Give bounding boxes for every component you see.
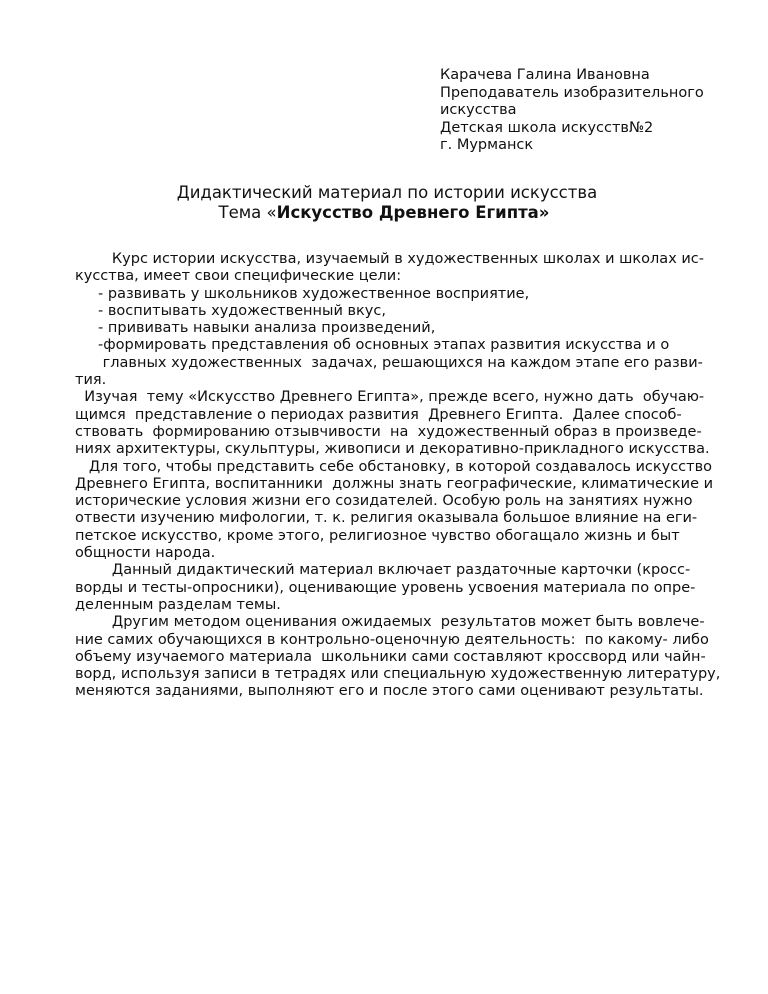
body-line: отвести изучению мифологии, т. к. религия оказывала большое влияние на еги- (75, 510, 698, 527)
body-line: Для того, чтобы представить себе обстановку, в которой создавалось искусство (75, 458, 713, 475)
body-line: исторические условия жизни его созидателей. Особую роль на занятиях нужно (75, 493, 693, 510)
body-line: щимся представление о периодах развития Древнего Египта. Далее способ- (75, 406, 682, 423)
document-body (75, 251, 721, 701)
body-line: Древнего Египта, воспитанники должны знать географические, климатические и (75, 475, 714, 492)
body-line: Курс истории искусства, изучаемый в художественных школах и школах ис- (75, 251, 705, 267)
body-line: общности народа. (75, 545, 216, 562)
title-line: Дидактический материал по истории искусства (176, 183, 598, 202)
body-line: петское искусство, кроме этого, религиозное чувство обогащало жизнь и быт (75, 527, 680, 544)
body-line: - воспитывать художественный вкус, (75, 302, 386, 319)
body-line: ниях архитектуры, скульптуры, живописи и декоративно-прикладного искусства. (75, 441, 710, 458)
author-school: Детская школа искусств№2 (440, 119, 654, 136)
body-line: меняются заданиями, выполняют его и после этого сами оценивают результаты. (75, 683, 704, 700)
author-city: г. Мурманск (440, 137, 534, 153)
body-line: кусства, имеет свои специфические цели: (75, 268, 402, 285)
body-line: ствовать формированию отзывчивости на художественный образ в произведе- (75, 423, 702, 440)
author-name: Карачева Галина Ивановна (440, 67, 650, 83)
topic-name: Искусство Древнего Египта» (276, 203, 550, 222)
body-line: Данный дидактический материал включает раздаточные карточки (кросс- (75, 562, 691, 579)
body-line: тия. (75, 372, 107, 389)
body-line: ворд, используя записи в тетрадях или специальную художественную литературу, (75, 666, 721, 683)
body-line: - прививать навыки анализа произведений, (75, 320, 436, 337)
body-line: главных художественных задачах, решающихся на каждом этапе его разви- (75, 354, 703, 371)
body-line: деленным разделам темы. (75, 596, 281, 613)
body-line: ние самих обучающихся в контрольно-оценочную деятельность: по какому- либо (75, 631, 709, 648)
body-line: - развивать у школьников художественное восприятие, (75, 285, 530, 302)
body-line: ворды и тесты-опросники), оценивающие уровень усвоения материала по опре- (75, 579, 696, 596)
topic-prefix: Тема « (218, 203, 277, 222)
author-position-line-2: искусства (440, 102, 517, 118)
body-line: объему изучаемого материала школьники сами составляют кроссворд или чайн- (75, 648, 706, 665)
document-title (0, 183, 768, 223)
body-line: Изучая тему «Искусство Древнего Египта», прежде всего, нужно дать обучаю- (75, 389, 705, 406)
body-line: -формировать представления об основных этапах развития искусства и о (75, 337, 670, 354)
topic-line (0, 203, 768, 223)
author-position-line-1: Преподаватель изобразительного (440, 84, 704, 101)
body-line: Другим методом оценивания ожидаемых результатов может быть вовлече- (75, 614, 705, 631)
author-info (440, 67, 740, 155)
